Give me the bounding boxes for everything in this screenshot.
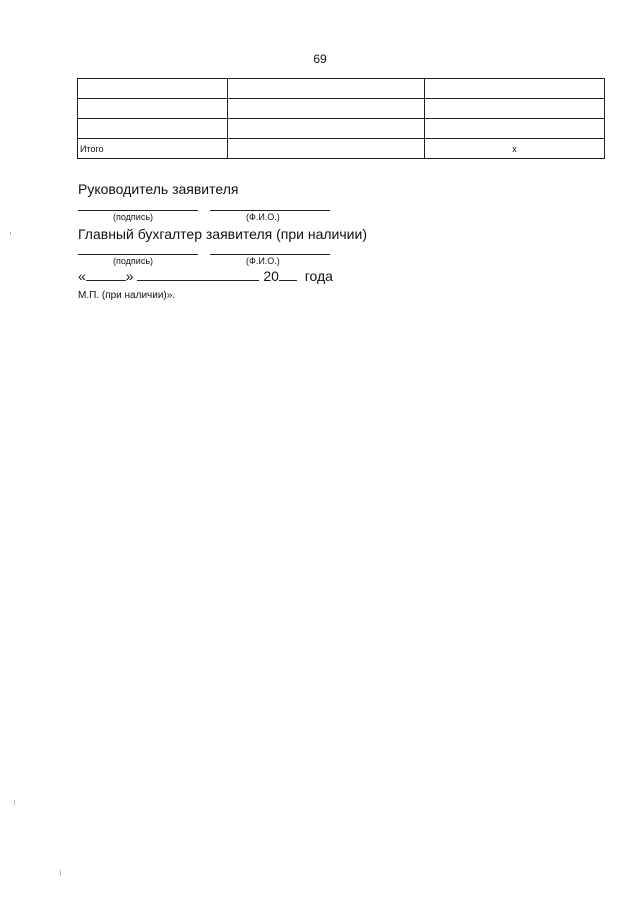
head-name-line [210, 210, 330, 211]
table-row-total [78, 139, 605, 159]
table-cell [228, 79, 425, 99]
table-cell [425, 119, 605, 139]
date-close-quote: » [125, 268, 134, 284]
scan-speck [14, 800, 15, 805]
table-cell [78, 119, 228, 139]
scan-speck [60, 870, 61, 876]
date-open-quote: « [78, 268, 86, 284]
head-signature-line [78, 210, 198, 211]
table-cell [228, 119, 425, 139]
head-name-caption: (Ф.И.О.) [246, 212, 280, 222]
accountant-title: Главный бухгалтер заявителя (при наличии) [78, 226, 367, 242]
table-cell [228, 99, 425, 119]
stamp-note: М.П. (при наличии)». [78, 290, 176, 301]
table-cell [78, 99, 228, 119]
year-suffix: года [304, 268, 333, 284]
scan-speck [10, 232, 11, 235]
table-cell [425, 99, 605, 119]
accountant-signature-line [78, 254, 198, 255]
head-signature-caption: (подпись) [113, 212, 154, 222]
summary-table [77, 78, 605, 159]
accountant-signature-caption: (подпись) [113, 256, 154, 266]
total-mark: x [425, 139, 605, 159]
table-cell [425, 79, 605, 99]
table-row [78, 119, 605, 139]
page-number: 69 [313, 52, 327, 66]
accountant-name-caption: (Ф.И.О.) [246, 256, 280, 266]
table-cell [78, 79, 228, 99]
date-line [78, 268, 333, 284]
total-label: Итого [78, 139, 228, 159]
table-row [78, 99, 605, 119]
head-title: Руководитель заявителя [78, 181, 239, 197]
month-blank [137, 268, 259, 281]
table-row [78, 79, 605, 99]
accountant-name-line [210, 254, 330, 255]
year-prefix: 20 [263, 268, 279, 284]
table-cell [228, 139, 425, 159]
year-blank [279, 268, 297, 281]
day-blank [86, 268, 126, 281]
